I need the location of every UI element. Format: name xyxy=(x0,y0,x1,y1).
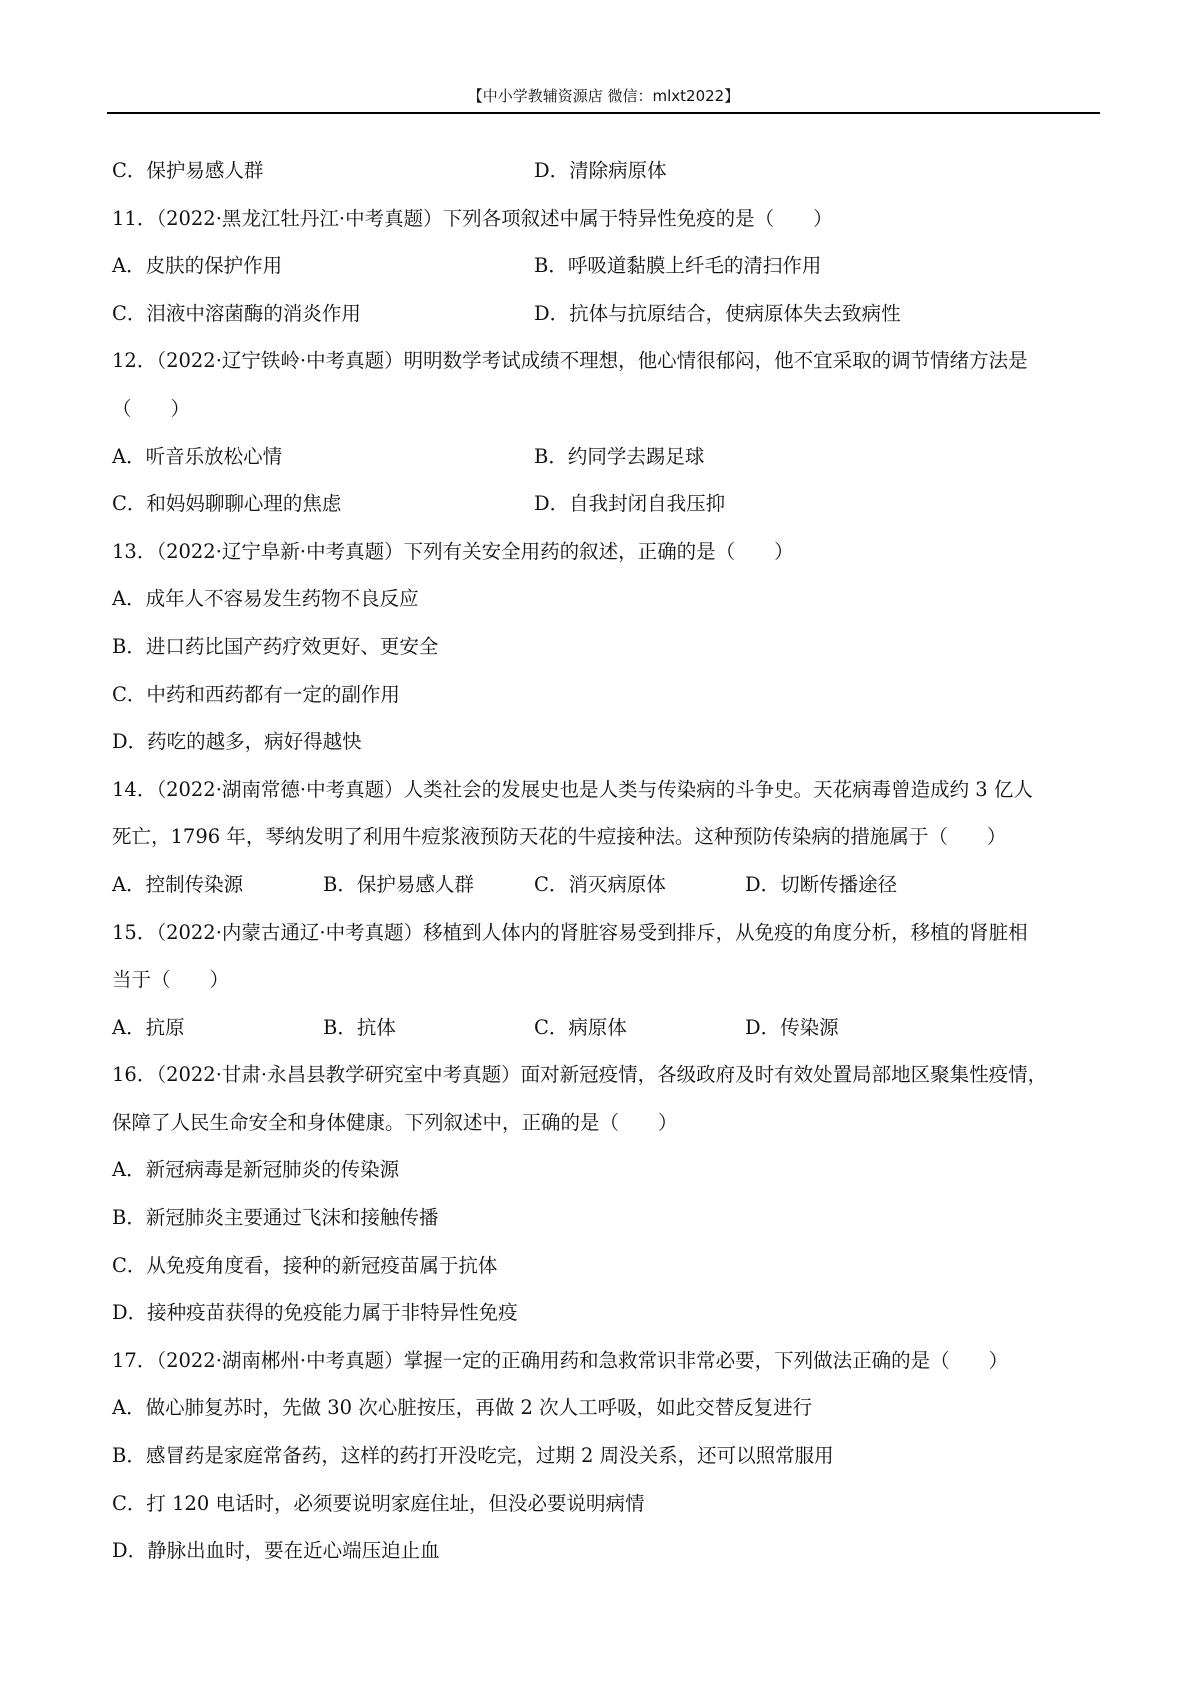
options-row xyxy=(112,1004,1102,1052)
option-d: D．静脉出血时，要在近心端压迫止血 xyxy=(112,1539,440,1563)
question-16-stem: 16．（2022·甘肃·永昌县教学研究室中考真题）面对新冠疫情，各级政府及时有效处置局部地区聚集性疫情， xyxy=(112,1063,1048,1087)
option-a: A．抗原 xyxy=(112,1015,185,1039)
option-b: B．呼吸道黏膜上纤毛的清扫作用 xyxy=(534,254,822,278)
question-13-stem: 13．（2022·辽宁阜新·中考真题）下列有关安全用药的叙述，正确的是（ ） xyxy=(112,539,794,563)
option-b: B．保护易感人群 xyxy=(323,872,474,896)
question-16-stem-cont: 保障了人民生命安全和身体健康。下列叙述中，正确的是（ ） xyxy=(112,1110,678,1134)
option-c: C．打 120 电话时，必须要说明家庭住址，但没必要说明病情 xyxy=(112,1491,645,1515)
option-b: B．抗体 xyxy=(323,1015,396,1039)
question-14-stem-cont: 死亡，1796 年，琴纳发明了利用牛痘浆液预防天花的牛痘接种法。这种预防传染病的措施属于（ ） xyxy=(112,825,1007,849)
option-b: B．感冒药是家庭常备药，这样的药打开没吃完，过期 2 周没关系，还可以照常服用 xyxy=(112,1444,834,1468)
option-d: D．清除病原体 xyxy=(534,159,667,182)
option-d: D．自我封闭自我压抑 xyxy=(534,492,726,516)
option-a: A．皮肤的保护作用 xyxy=(112,254,283,278)
option-b: B．约同学去踢足球 xyxy=(534,444,705,468)
page-header: 【中小学教辅资源店 微信：mlxt2022】 xyxy=(107,86,1100,114)
options-row xyxy=(112,147,1102,195)
question-12-stem: 12．（2022·辽宁铁岭·中考真题）明明数学考试成绩不理想，他心情很郁闷，他不宜采取的调节情绪方法是 xyxy=(112,349,1028,373)
option-b: B．新冠肺炎主要通过飞沫和接触传播 xyxy=(112,1206,439,1230)
options-row xyxy=(112,290,1102,338)
option-d: D．药吃的越多，病好得越快 xyxy=(112,730,362,754)
question-list xyxy=(112,147,1102,1575)
question-11-stem: 11．（2022·黑龙江牡丹江·中考真题）下列各项叙述中属于特异性免疫的是（ ） xyxy=(112,206,833,230)
options-row xyxy=(112,480,1102,528)
options-row xyxy=(112,433,1102,481)
question-15-stem: 15．（2022·内蒙古通辽·中考真题）移植到人体内的肾脏容易受到排斥，从免疫的角度分析，移植的肾脏相 xyxy=(112,920,1028,944)
options-row xyxy=(112,242,1102,290)
question-14-stem: 14．（2022·湖南常德·中考真题）人类社会的发展史也是人类与传染病的斗争史。天花病毒曾造成约 3 亿人 xyxy=(112,777,1033,801)
option-c: C．从免疫角度看，接种的新冠疫苗属于抗体 xyxy=(112,1253,498,1277)
option-c: C．泪液中溶菌酶的消炎作用 xyxy=(112,301,361,325)
option-c: C．消灭病原体 xyxy=(534,872,666,896)
option-b: B．进口药比国产药疗效更好、更安全 xyxy=(112,634,439,658)
option-a: A．做心肺复苏时，先做 30 次心脏按压，再做 2 次人工呼吸，如此交替反复进行 xyxy=(112,1396,813,1420)
option-c: C．和妈妈聊聊心理的焦虑 xyxy=(112,492,342,516)
option-a: A．控制传染源 xyxy=(112,872,244,896)
option-d: D．接种疫苗获得的免疫能力属于非特异性免疫 xyxy=(112,1301,518,1325)
option-d: D．传染源 xyxy=(745,1015,839,1039)
option-a: A．成年人不容易发生药物不良反应 xyxy=(112,587,419,611)
option-c: C．中药和西药都有一定的副作用 xyxy=(112,682,400,706)
question-12-stem-cont: （ ） xyxy=(112,396,191,420)
question-15-stem-cont: 当于（ ） xyxy=(112,968,230,992)
question-17-stem: 17．（2022·湖南郴州·中考真题）掌握一定的正确用药和急救常识非常必要，下列做法正确的是（ ） xyxy=(112,1348,1009,1372)
option-a: A．听音乐放松心情 xyxy=(112,444,283,468)
option-c: C．保护易感人群 xyxy=(112,159,264,182)
option-d: D．切断传播途径 xyxy=(745,872,898,896)
option-d: D．抗体与抗原结合，使病原体失去致病性 xyxy=(534,301,901,325)
option-c: C．病原体 xyxy=(534,1015,627,1039)
option-a: A．新冠病毒是新冠肺炎的传染源 xyxy=(112,1158,400,1182)
options-row xyxy=(112,861,1102,909)
